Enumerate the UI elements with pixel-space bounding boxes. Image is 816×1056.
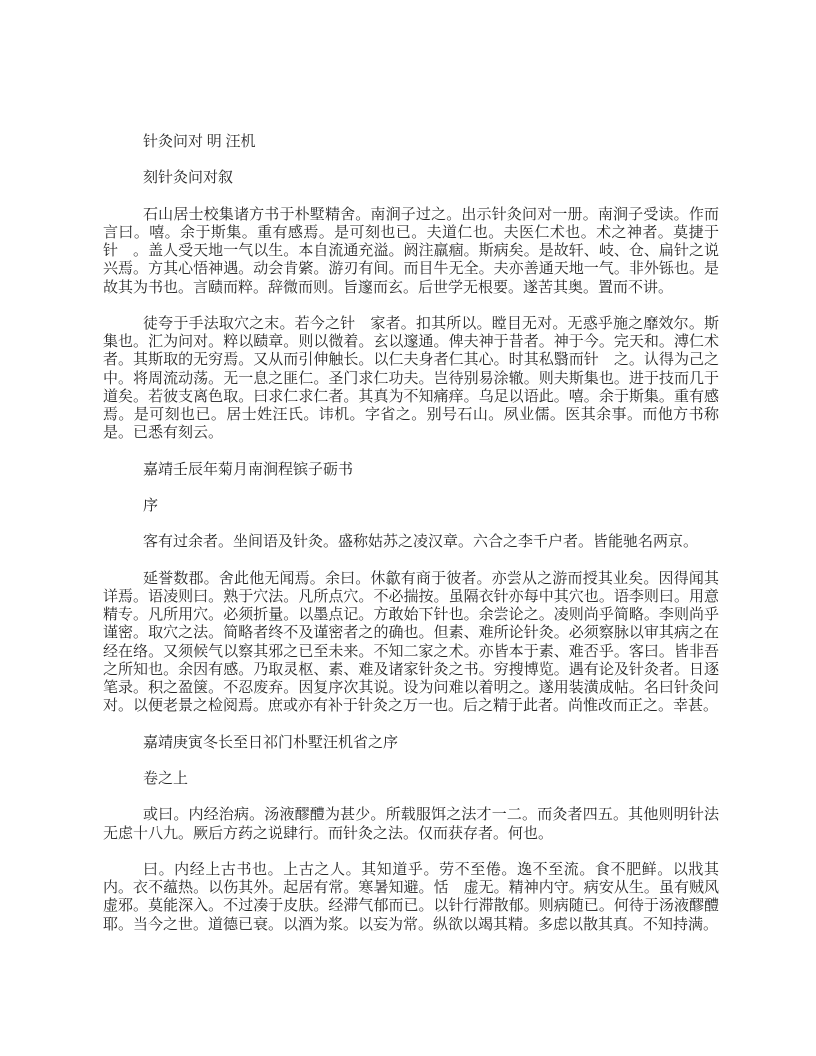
body-paragraph-2: 曰。内经上古书也。上古之人。其知道乎。劳不至倦。逸不至流。食不肥鲜。以戕其内。衣不蕴热。以伤其外。起居有常。寒暑知避。恬 虚无。精神内守。病安从生。虽有贼风虚邪。莫能深入。不过凑于皮肤。经滞气郁而已。以针行滞散郁。则病随已。何待于汤液醪醴耶。当今之世。道德已衰。以酒为浆。以妄为常。纵欲以竭其精。多虑以散其真。不知持满。 xyxy=(103,861,719,933)
body-paragraph-1: 或曰。内经治病。汤液醪醴为甚少。所载服饵之法才一二。而灸者四五。其他则明针法无虑十八九。厥后方药之说肆行。而针灸之法。仅而获存者。何也。 xyxy=(103,807,719,842)
foreword-byline-date: 嘉靖庚寅冬长至日祁门朴墅汪机省之序 xyxy=(143,734,399,751)
preface-paragraph-1: 石山居士校集诸方书于朴墅精舍。南涧子过之。出示针灸问对一册。南涧子受读。作而言曰。嘻。余于斯集。重有感焉。是可刻也已。夫道仁也。夫医仁术也。术之神者。莫捷于针 。盖人受天地一气以生。本自流通充溢。阏注羸痼。斯病矣。是故轩、岐、仓、扁针之说兴焉。方其心悟神遇。动会肯綮。游刃有间。而目牛无全。夫亦善通天地一气。非外铄也。是故其为书也。言赜而粹。辞微而则。旨邃而玄。后世学无根要。遂苦其奥。置而不讲。 xyxy=(103,206,719,296)
preface-byline-date: 嘉靖壬辰年菊月南涧程镔子砺书 xyxy=(143,461,354,478)
preface-heading: 刻针灸问对叙 xyxy=(143,170,234,187)
volume-heading: 卷之上 xyxy=(143,770,189,787)
foreword-paragraph-1: 客有过余者。坐间语及针灸。盛称姑苏之凌汉章。六合之李千户者。皆能驰名两京。 xyxy=(143,534,699,551)
preface-paragraph-2: 徒夸于手法取穴之末。若今之针 家者。扣其所以。瞠目无对。无惑乎施之靡效尔。斯集也。汇为问对。粹以赜章。则以微着。玄以邃通。俾夫神于昔者。神于今。完天和。溥仁术者。其斯取的无穷焉。又从而引伸触长。以仁夫身者仁其心。时其私翳而针 之。认得为己之中。将周流动荡。无一息之匪仁。圣门求仁功夫。岂待别易涂辙。则夫斯集也。进于技而几于道矣。若彼支离色取。曰求仁求仁者。其真为不知痛痒。乌足以语此。嘻。余于斯集。重有感焉。是可刻也已。居士姓汪氏。讳机。字省之。别号石山。夙业儒。医其余事。而他方书称是。已悉有刻云。 xyxy=(103,315,719,442)
document-title: 针灸问对 明 汪机 xyxy=(143,134,256,150)
text-body xyxy=(103,133,719,934)
foreword-paragraph-2: 延誉数郡。舍此他无闻焉。余曰。休歙有商于彼者。亦尝从之游而授其业矣。因得闻其详焉。语凌则曰。熟于穴法。凡所点穴。不必揣按。虽隔衣针亦每中其穴也。语李则曰。用意精专。凡所用穴。必须折量。以墨点记。方敢始下针也。余尝论之。凌则尚乎简略。李则尚乎谨密。取穴之法。简略者终不及谨密者之的确也。但素、难所论针灸。必须察脉以审其病之在经在络。又须候气以察其邪之已至未来。不知二家之术。亦皆本于素、难否乎。客曰。皆非吾之所知也。余因有感。乃取灵枢、素、难及诸家针灸之书。穷搜博览。遇有论及针灸者。日逐笔录。积之盈箧。不忍废弃。因复序次其说。设为问难以着明之。遂用装潢成帖。名曰针灸问对。以便老景之检阅焉。庶或亦有补于针灸之万一也。后之精于此者。尚惟改而正之。幸甚。 xyxy=(103,570,719,715)
foreword-heading: 序 xyxy=(143,497,159,514)
